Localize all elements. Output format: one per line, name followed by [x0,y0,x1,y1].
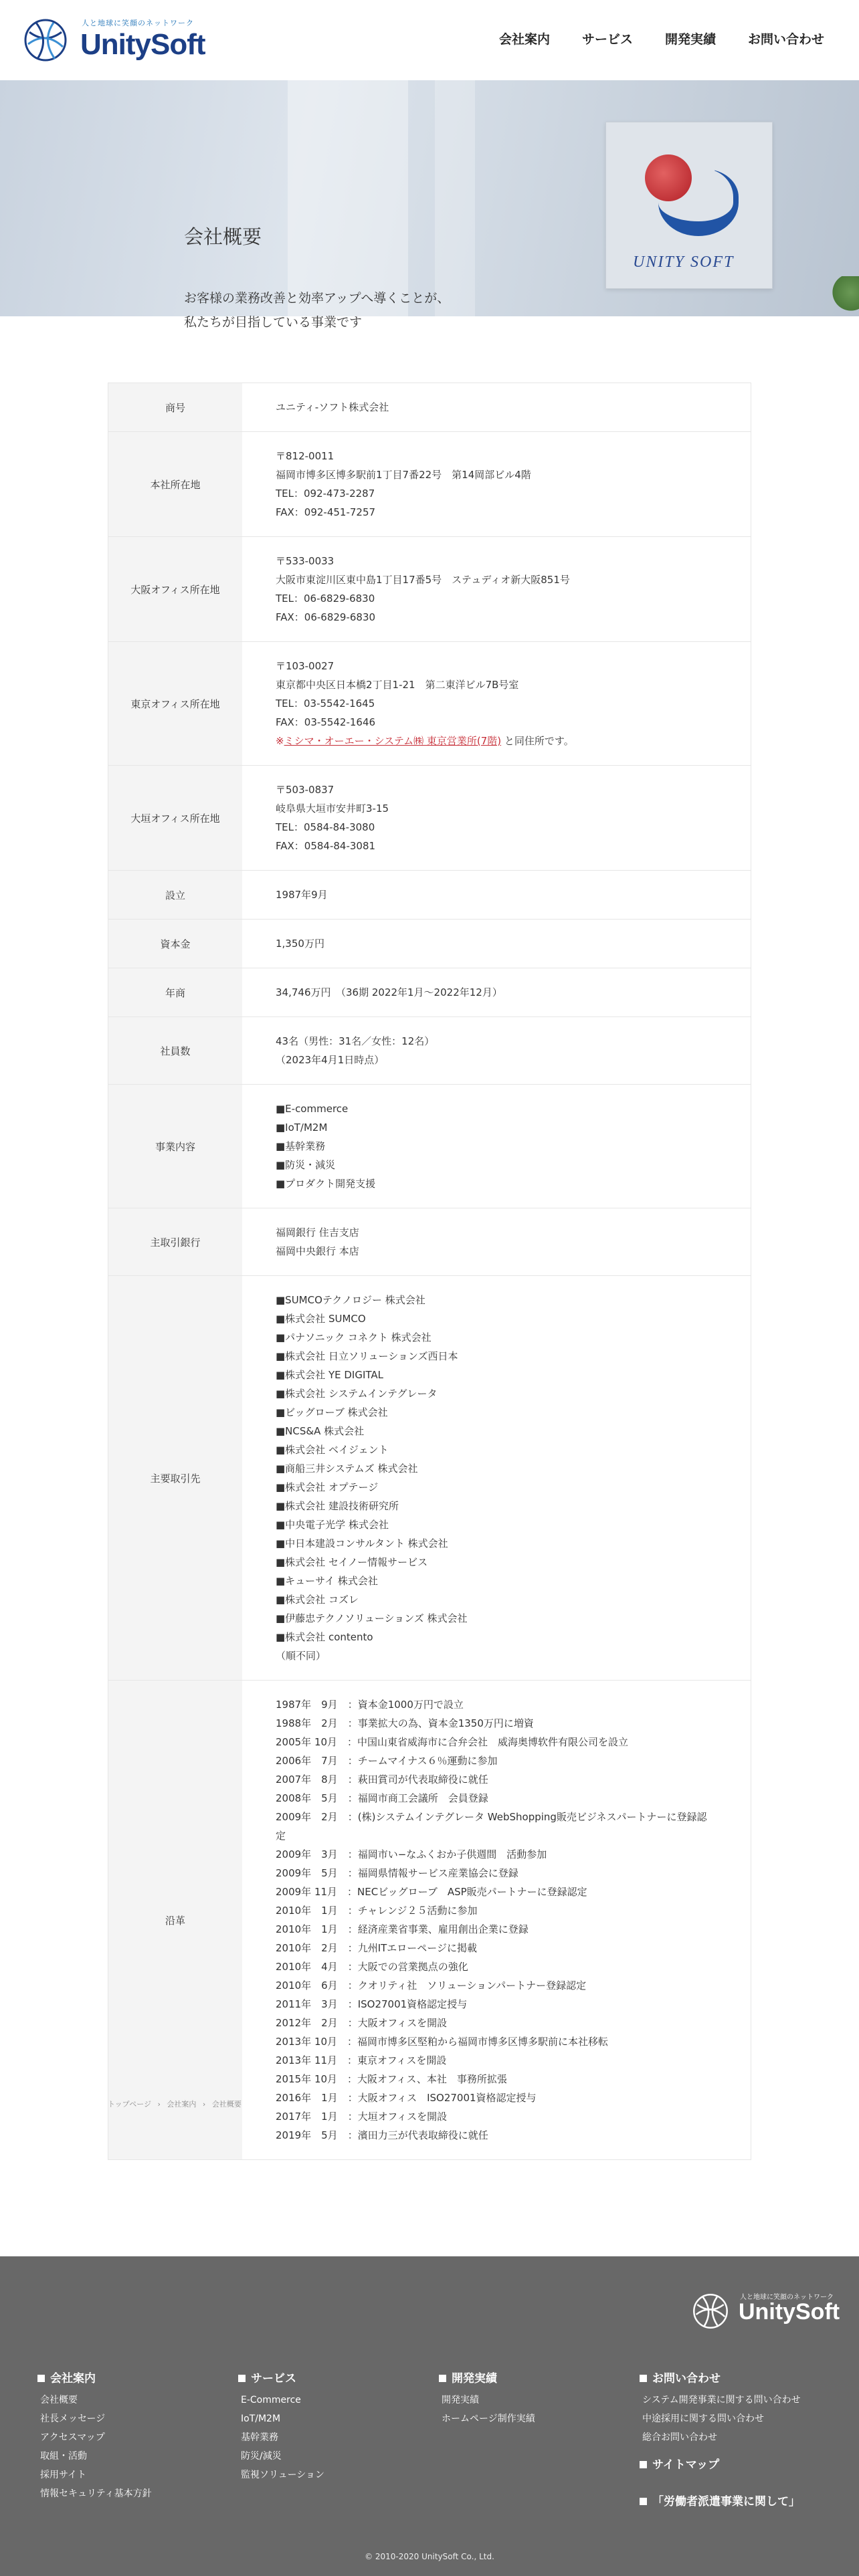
footer-link[interactable]: 監視ソリューション [241,2470,325,2480]
footer-link[interactable]: 取組・活動 [40,2451,87,2462]
sign-red-ball-shape [645,154,692,201]
globe-logo-icon [692,2292,729,2330]
client-item: ■SUMCOテクノロジー 株式会社 [276,1294,425,1306]
breadcrumb-separator: › [157,2100,161,2109]
business-item: ■基幹業務 [276,1140,326,1152]
staff-line: （2023年4月1日時点） [276,1054,385,1066]
footer-link[interactable]: アクセスマップ [40,2432,105,2443]
history-item: 2017年 1月 ：大垣オフィスを開設 [276,2111,448,2123]
footer-col-title[interactable]: お問い合わせ [640,2369,801,2385]
footer-logo-tagline: 人と地球に笑顔のネットワーク [740,2294,834,2301]
history-item: 2015年 10月 ：大阪オフィス、本社 事務所拡張 [276,2073,507,2085]
footer-link[interactable]: 総合お問い合わせ [642,2432,717,2443]
table-row [108,766,751,871]
row-label: 沿革 [108,1681,242,2159]
client-item: ■株式会社 建設技術研究所 [276,1500,399,1512]
hero-lead [184,286,450,334]
history-item: 2007年 8月 ：萩田賞司が代表取締役に就任 [276,1774,488,1786]
history-item: 2010年 2月 ：九州ITエローページに掲載 [276,1942,478,1954]
tokyo-partner-link[interactable]: ミシマ・オーエー・システム㈱ 東京営業所(7階) [284,735,502,747]
history-item: 2011年 3月 ：ISO27001資格認定授与 [276,1998,468,2010]
history-item: 2013年 10月 ：福岡市博多区堅粕から福岡市博多区博多駅前に本社移転 [276,2036,609,2048]
nav-company[interactable]: 会社案内 [498,32,550,47]
footer-col-company [37,2369,152,2503]
footer-link[interactable]: 会社概要 [40,2395,78,2405]
breadcrumb-separator: › [202,2100,206,2109]
tokyo-line: TEL：03-5542-1645 [276,697,375,710]
business-item: ■IoT/M2M [276,1121,328,1134]
client-item: ■株式会社 contento [276,1631,373,1643]
row-label: 設立 [108,871,242,919]
history-item: 2009年 5月 ：福岡県情報サービス産業協会に登録 [276,1867,518,1879]
site-footer [0,2256,859,2576]
company-name: ユニティ-ソフト株式会社 [276,401,389,413]
history-item: 2010年 1月 ：経済産業省事業、雇用創出企業に登録 [276,1923,529,1935]
footer-link[interactable]: 防災/減災 [241,2451,282,2462]
table-row [108,1208,751,1276]
row-label: 大垣オフィス所在地 [108,766,242,870]
bank-item: 福岡銀行 住吉支店 [276,1226,359,1239]
row-value [242,968,751,1016]
footer-link[interactable]: 採用サイト [40,2470,87,2480]
note-suffix: と同住所です。 [504,735,574,747]
hero-lead-line: お客様の業務改善と効率アップへ導くことが、 [184,291,450,306]
osaka-line: TEL：06-6829-6830 [276,593,375,605]
footer-sitemap-link[interactable]: サイトマップ [640,2455,801,2472]
table-row [108,383,751,432]
ogaki-line: TEL：0584-84-3080 [276,821,375,833]
ogaki-line: 岐阜県大垣市安井町3-15 [276,802,389,815]
row-label: 主要取引先 [108,1276,242,1680]
history-item: 2016年 1月 ：大阪オフィス ISO27001資格認定授与 [276,2092,537,2104]
ogaki-line: 〒503-0837 [276,784,335,796]
row-value [242,766,751,870]
history-item: 2005年 10月 ：中国山東省威海市に合弁会社 威海奥博软件有限公司を設立 [276,1736,629,1748]
breadcrumb-home[interactable]: トップページ [108,2100,152,2109]
table-row [108,1085,751,1208]
row-value [242,432,751,536]
row-value [242,383,751,431]
footer-link[interactable]: 社長メッセージ [40,2413,106,2424]
hero-banner [0,80,859,330]
history-item: 2008年 5月 ：福岡市商工会議所 会員登録 [276,1792,488,1804]
tokyo-note [276,732,751,750]
row-label: 商号 [108,383,242,431]
hq-line: 福岡市博多区博多駅前1丁目7番22号 第14岡部ビル4階 [276,469,531,481]
footer-link[interactable]: 基幹業務 [241,2432,278,2443]
hero-plant [832,276,859,316]
table-row [108,1276,751,1681]
history-item: 2006年 7月 ：チームマイナス６％運動に参加 [276,1755,498,1767]
footer-link[interactable]: E-Commerce [241,2395,301,2405]
history-item: 2012年 2月 ：大阪オフィスを開設 [276,2017,448,2029]
footer-logo-name: UnitySoft [739,2299,840,2325]
row-value [242,1085,751,1208]
table-row [108,642,751,766]
company-profile-table [108,383,751,2160]
history-item: 2009年 2月 ：(株)システムインテグレータ WebShopping販売ビジネスパートナーに登録認 [276,1811,707,1823]
main-nav [499,29,824,47]
footer-col-title[interactable]: 開発実績 [439,2369,535,2385]
sign-text: UNITY SOFT [633,253,735,271]
history-item: 1987年 9月 ：資本金1000万円で設立 [276,1699,464,1711]
row-label: 大阪オフィス所在地 [108,537,242,641]
client-item: ■キューサイ 株式会社 [276,1575,378,1587]
row-value [242,1017,751,1084]
history-item: 2010年 4月 ：大阪での営業拠点の強化 [276,1961,468,1973]
client-item: ■株式会社 ベイジェント [276,1444,389,1456]
row-label: 年商 [108,968,242,1016]
row-value [242,920,751,968]
history-item: 定 [276,1830,286,1842]
capital-value: 1,350万円 [276,938,324,950]
copyright: © 2010-2020 UnitySoft Co., Ltd. [365,2552,494,2561]
table-row [108,968,751,1017]
breadcrumb [108,2099,246,2109]
osaka-line: 大阪市東淀川区東中島1丁目17番5号 ステュディオ新大阪851号 [276,574,570,586]
business-item: ■プロダクト開発支援 [276,1178,376,1190]
staff-line: 43名（男性：31名／女性：12名） [276,1035,435,1047]
client-item: ■株式会社 SUMCO [276,1313,366,1325]
footer-col-services [238,2369,324,2484]
table-row [108,537,751,642]
hero-company-sign [605,122,773,289]
founded-value: 1987年9月 [276,889,328,901]
logo-tagline: 人と地球に笑顔のネットワーク [82,19,194,27]
hq-line: FAX：092-451-7257 [276,506,376,518]
table-row [108,871,751,920]
table-row [108,432,751,537]
hq-line: 〒812-0011 [276,450,335,462]
osaka-line: FAX：06-6829-6830 [276,611,376,623]
footer-link[interactable]: 開発実績 [442,2395,479,2405]
row-value [242,537,751,641]
row-label: 主取引銀行 [108,1208,242,1275]
tokyo-line: 〒103-0027 [276,660,335,672]
footer-col-title[interactable]: サービス [238,2369,324,2385]
breadcrumb-current: 会社概要 [211,2100,242,2109]
footer-link[interactable]: ホームページ制作実績 [442,2413,535,2424]
nav-contact[interactable]: お問い合わせ [747,32,824,47]
client-item: ■株式会社 日立ソリューションズ西日本 [276,1350,458,1362]
site-logo[interactable] [23,15,205,66]
row-label: 社員数 [108,1017,242,1084]
note-mark: ※ [276,735,284,747]
row-value [242,642,751,765]
sales-value: 34,746万円 （36期 2022年1月〜2022年12月） [276,986,502,998]
row-value [242,871,751,919]
history-item: 2009年 11月 ：NECビッグローブ ASP販売パートナーに登録認定 [276,1886,587,1898]
client-item: ■伊藤忠テクノソリューションズ 株式会社 [276,1612,468,1624]
client-item: ■商船三井システムズ 株式会社 [276,1463,418,1475]
row-label: 本社所在地 [108,432,242,536]
row-value [242,1681,751,2159]
table-row [108,1681,751,2160]
bank-item: 福岡中央銀行 本店 [276,1245,359,1257]
history-item: 2010年 6月 ：クオリティ社 ソリューションパートナー登録認定 [276,1979,587,1992]
client-item: ■パナソニック コネクト 株式会社 [276,1331,432,1344]
hq-line: TEL：092-473-2287 [276,488,375,500]
site-header [0,0,859,80]
row-label: 資本金 [108,920,242,968]
hero-photo-window [435,80,475,316]
history-item: 1988年 2月 ：事業拡大の為、資本金1350万円に増資 [276,1717,534,1729]
page-title: 会社概要 [184,225,262,248]
logo-name: UnitySoft [80,28,205,61]
table-row [108,920,751,968]
osaka-line: 〒533-0033 [276,555,335,567]
client-item: ■株式会社 コズレ [276,1594,359,1606]
footer-link[interactable]: 情報セキュリティ基本方針 [40,2488,152,2499]
footer-logo[interactable] [692,2287,839,2327]
client-item: ■ビッグローブ 株式会社 [276,1406,388,1418]
footer-col-title[interactable]: 会社案内 [37,2369,152,2385]
hero-lead-line: 私たちが目指している事業です [184,315,363,330]
globe-logo-icon [23,17,68,63]
hero-photo-window [288,80,408,316]
tokyo-line: 東京都中央区日本橋2丁目1-21 第二東洋ビル7B号室 [276,679,519,691]
client-item: ■株式会社 システムインテグレータ [276,1388,438,1400]
ogaki-line: FAX：0584-84-3081 [276,840,376,852]
row-value [242,1276,751,1680]
nav-works[interactable]: 開発実績 [664,32,716,47]
history-item: 2013年 11月 ：東京オフィスを開設 [276,2054,447,2066]
tokyo-line: FAX：03-5542-1646 [276,716,376,728]
client-item: ■株式会社 セイノー情報サービス [276,1556,428,1568]
footer-link[interactable]: IoT/M2M [241,2413,281,2424]
footer-link[interactable]: システム開発事業に関する問い合わせ [642,2395,801,2405]
business-item: ■E-commerce [276,1103,349,1115]
footer-col-contact [640,2369,801,2514]
client-item: ■中央電子光学 株式会社 [276,1519,389,1531]
footer-col-works [439,2369,535,2428]
business-item: ■防災・減災 [276,1159,336,1171]
row-value [242,1208,751,1275]
footer-link[interactable]: 中途採用に関する問い合わせ [642,2413,764,2424]
history-item: 2019年 5月 ：濱田力三が代表取締役に就任 [276,2129,488,2141]
row-label: 東京オフィス所在地 [108,642,242,765]
breadcrumb-company[interactable]: 会社案内 [167,2100,197,2109]
history-item: 2009年 3月 ：福岡市い−なふくおか子供週間 活動参加 [276,1848,547,1860]
client-item: （順不同） [276,1650,326,1662]
client-item: ■株式会社 YE DIGITAL [276,1369,383,1381]
nav-services[interactable]: サービス [581,32,633,47]
client-item: ■NCS&A 株式会社 [276,1425,365,1437]
history-item: 2010年 1月 ：チャレンジ２５活動に参加 [276,1905,478,1917]
client-item: ■中日本建設コンサルタント 株式会社 [276,1537,448,1549]
client-item: ■株式会社 オプテージ [276,1481,379,1493]
row-label: 事業内容 [108,1085,242,1208]
table-row [108,1017,751,1085]
footer-haken-link[interactable]: 「労働者派遣事業に関して」 [640,2492,801,2508]
